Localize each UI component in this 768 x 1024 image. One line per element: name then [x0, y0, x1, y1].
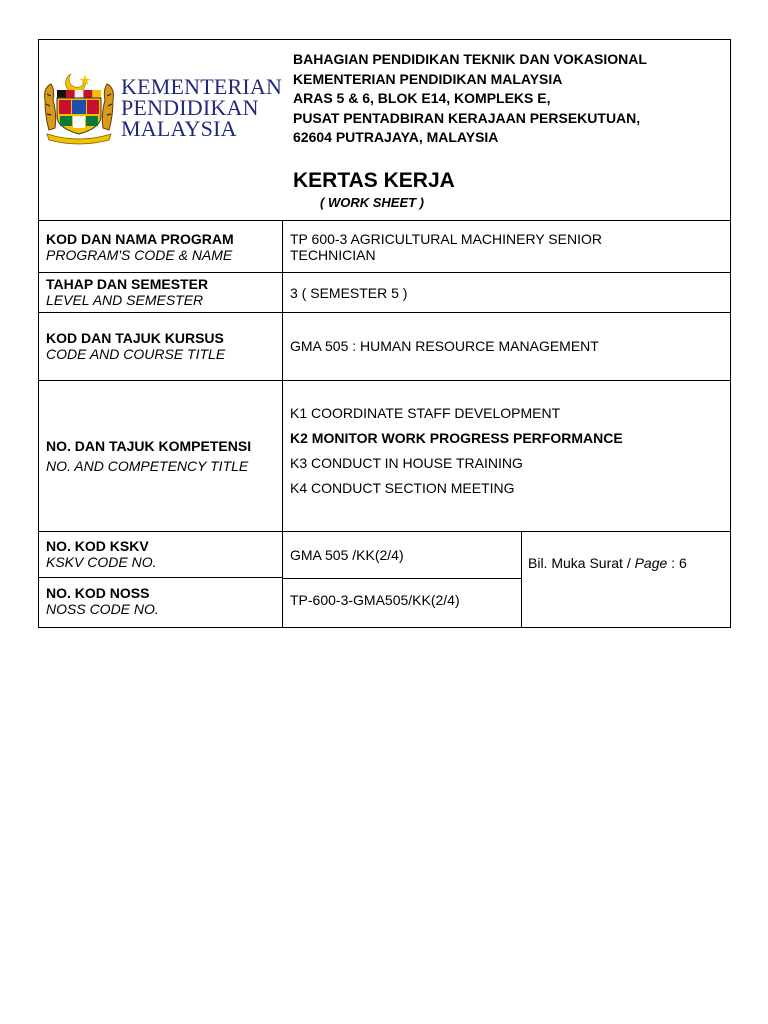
program-row: [39, 221, 730, 273]
competency-label: NO. DAN TAJUK KOMPETENSI: [46, 438, 252, 454]
noss-label: NO. KOD NOSS: [46, 585, 150, 601]
competency-item: K3 CONDUCT IN HOUSE TRAINING: [290, 455, 523, 471]
course-value: GMA 505 : HUMAN RESOURCE MANAGEMENT: [290, 338, 599, 354]
kskv-label: NO. KOD KSKV: [46, 538, 149, 554]
address-line: ARAS 5 & 6, BLOK E14, KOMPLEKS E,: [293, 90, 551, 106]
level-label-en: LEVEL AND SEMESTER: [46, 292, 204, 308]
program-label-en-b: [130, 247, 232, 263]
institution-address: [293, 50, 723, 148]
ministry-logo: [41, 70, 281, 150]
competency-item: K4 CONDUCT SECTION MEETING: [290, 480, 515, 496]
document-title: KERTAS KERJA: [293, 169, 455, 192]
course-label-en: CODE AND COURSE TITLE: [46, 346, 226, 362]
header: [39, 40, 730, 221]
wordmark-line: KEMENTERIAN: [121, 74, 283, 99]
kskv-noss-divider: [283, 578, 521, 579]
course-label-cell: [39, 313, 283, 380]
program-label-cell: [39, 221, 283, 272]
level-row: [39, 273, 730, 313]
worksheet-cover: [38, 39, 731, 628]
address-line: KEMENTERIAN PENDIDIKAN MALAYSIA: [293, 70, 563, 87]
ministry-wordmark: [121, 76, 282, 139]
program-value: [290, 231, 602, 263]
program-label: KOD DAN NAMA PROGRAM: [46, 231, 234, 247]
page-separator: :: [667, 555, 679, 571]
kskv-label-cell: [39, 531, 283, 578]
page-count-cell: [521, 531, 730, 628]
program-label-en-a: PROGRAM'S: [46, 247, 131, 263]
program-label-en: [46, 247, 234, 263]
program-value-line: TP 600-3 AGRICULTURAL MACHINERY SENIOR: [290, 231, 602, 247]
level-label: TAHAP DAN SEMESTER: [46, 276, 209, 292]
page-value: 6: [678, 555, 687, 571]
noss-label-en: NOSS CODE NO.: [46, 601, 159, 617]
course-label: KOD DAN TAJUK KURSUS: [46, 330, 224, 346]
course-row: [39, 313, 730, 381]
wordmark-line: PENDIDIKAN: [121, 95, 259, 120]
kskv-label-en: KSKV CODE NO.: [46, 554, 157, 570]
level-label-cell: [39, 273, 283, 312]
wordmark-line: MALAYSIA: [121, 116, 237, 141]
address-line: BAHAGIAN PENDIDIKAN TEKNIK DAN VOKASIONAL: [293, 51, 647, 67]
program-label-en-b-text: CODE & NAME: [130, 247, 233, 263]
noss-label-cell: [39, 578, 283, 628]
coat-of-arms-icon: [41, 70, 117, 146]
page-count: [528, 555, 687, 571]
competency-row: [39, 381, 730, 532]
level-value: 3 ( SEMESTER 5 ): [290, 285, 408, 301]
address-line: PUSAT PENTADBIRAN KERAJAAN PERSEKUTUAN,: [293, 109, 641, 126]
competency-item: K2 MONITOR WORK PROGRESS PERFORMANCE: [290, 430, 623, 446]
competency-label-en: NO. AND COMPETENCY TITLE: [46, 458, 249, 474]
competency-item: K1 COORDINATE STAFF DEVELOPMENT: [290, 405, 561, 421]
competency-label-cell: [39, 381, 283, 531]
page-label: Bil. Muka Surat /: [528, 555, 635, 571]
document-subtitle: ( WORK SHEET ): [320, 195, 424, 210]
kskv-value: GMA 505 /KK(2/4): [290, 547, 404, 563]
noss-value: TP-600-3-GMA505/KK(2/4): [290, 592, 460, 608]
program-value-line: TECHNICIAN: [290, 247, 376, 263]
page-label-en: Page: [634, 555, 668, 571]
address-line: 62604 PUTRAJAYA, MALAYSIA: [293, 129, 499, 145]
